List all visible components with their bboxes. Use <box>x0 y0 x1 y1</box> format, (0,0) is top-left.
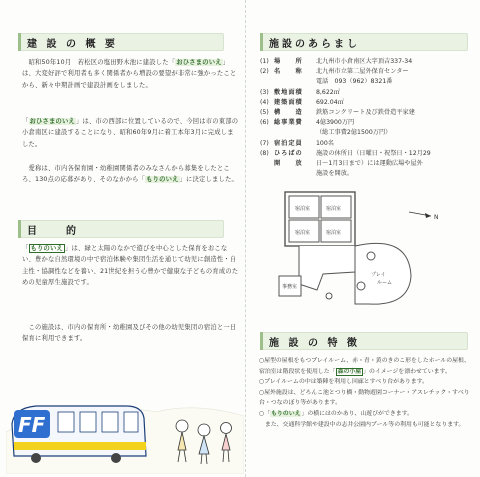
overview-p2-text-b: 」は、市の西部に位置しているので、今回は市の東部の小倉南区に建設することになり、昭和60年9月に着工本年3月に完成しました。 <box>22 118 239 148</box>
plan-label-room-2: 宿泊室 <box>326 206 342 212</box>
purpose-heading <box>18 220 224 238</box>
info-row-label: 構 造 <box>274 109 303 117</box>
north-label: N <box>434 214 439 221</box>
overview-p1-text-b: 」は、大変好評で利用者も多く関係者から増設の要望が非常に強かったことから、新々中期計画で建設計画をしました。 <box>22 59 237 89</box>
info-row <box>260 88 475 98</box>
plan-label-room-1: 宿泊室 <box>295 206 311 212</box>
info-row <box>260 98 475 108</box>
feature-text: ○「 <box>259 410 271 417</box>
feature-text: ○屋型の屋根をもつプレイルーム、赤・青・黄のきのこ形をしたホールの屋根、宿泊室は階段状を使用した「 <box>259 358 470 375</box>
overview-paragraph-2 <box>22 116 240 150</box>
facility-info-table <box>260 57 475 179</box>
info-row <box>260 57 475 67</box>
info-row-value: 100名 <box>316 139 334 147</box>
overview-p1-highlight: おひさまのいえ <box>176 59 222 66</box>
plan-label-room-4: 宿泊室 <box>326 230 342 236</box>
plan-label-office: 事務室 <box>282 284 298 290</box>
info-row-label: 宿泊定員 <box>274 139 303 147</box>
info-row-label: 開 放 <box>274 160 303 168</box>
info-row-value-line: 4億3900万円 <box>316 119 355 127</box>
info-row-value-line: 電話 093（962）8321番 <box>316 78 393 86</box>
feature-text: また、交通科学館や建設中の志井公園内プール等の利用も可能となります。 <box>259 421 465 428</box>
overview-p2-highlight: おひさまのいえ <box>29 118 75 125</box>
purpose-p1-text-b: 」は、緑と太陽のなかで遊びを中心とした保育をおこない、豊かな自然環境の中で宿泊体験や集団生活を通じて幼児に創造性・自主性・協調性などを養い、21世紀を担う心豊かで健康な子どもの育成のための児童厚生施設です。 <box>22 245 239 287</box>
info-row <box>260 118 475 138</box>
features-list <box>259 356 471 430</box>
train-illustration <box>6 392 244 474</box>
info-row-number: (8) <box>260 149 269 157</box>
info-row-value: 施設の休所日（日曜日・祝祭日・12月29 <box>316 149 431 157</box>
overview-paragraph-3 <box>22 163 240 186</box>
feature-item <box>259 388 471 409</box>
info-row-value <box>316 118 475 138</box>
overview-p3-text-b: 」に決定しました。 <box>179 176 239 184</box>
info-row-number: (5) <box>260 109 269 117</box>
info-row <box>260 67 475 87</box>
info-row-number: (4) <box>260 98 269 106</box>
info-row-value-line: 日〜1月3日まで）には運動広場や屋外 <box>316 160 423 168</box>
info-row <box>260 149 475 159</box>
info-row-value <box>316 67 475 87</box>
purpose-p2-text: この施設は、市内の保育所・幼稚園及びその他の幼児集団の宿泊と一日保育に利用できます。 <box>22 324 237 343</box>
purpose-paragraph-1 <box>22 243 240 289</box>
info-row-value: 鉄筋コンクリート及び鉄骨造平家建 <box>316 109 415 117</box>
plan-label-room-3: 宿泊室 <box>295 230 311 236</box>
overview-p3-highlight: もりのいえ <box>146 176 179 184</box>
feature-item <box>259 356 471 377</box>
overview-p3-text-a: 愛称は、市内各保育園・幼稚園関係者のみなさんから募集をしたところ、130点の応募があり、そのなかから「 <box>22 165 230 184</box>
feature-item <box>259 377 471 388</box>
info-row-number: (7) <box>260 139 269 147</box>
info-row-value: 692.04㎡ <box>316 98 344 106</box>
overview-paragraph-1 <box>22 57 240 91</box>
feature-item <box>259 420 471 431</box>
feature-item <box>259 409 471 420</box>
info-row <box>260 108 475 118</box>
outline-heading-text: 施設のあらまし <box>269 38 360 50</box>
features-heading-text: 施 設 の 特 徴 <box>269 337 360 349</box>
train-logo: FF <box>18 413 46 437</box>
purpose-paragraph-2 <box>22 322 240 345</box>
info-row-number: (2) <box>260 68 269 76</box>
north-arrow-icon <box>409 212 439 221</box>
purpose-p1-highlight: もりのいえ <box>30 245 63 252</box>
info-row-number <box>260 159 274 179</box>
features-heading <box>260 332 468 350</box>
overview-p1-text-a: 昭和50年10月 若松区の塩田野木池に建設した「 <box>22 59 176 66</box>
info-row-number: (3) <box>260 88 269 96</box>
plan-label-playroom-2: ルーム <box>377 280 393 286</box>
info-row-label: ひろばの <box>274 149 303 157</box>
info-row-number: (1) <box>260 58 269 65</box>
info-row-number: (6) <box>260 119 269 127</box>
overview-heading <box>18 33 224 51</box>
plan-corridor <box>299 246 355 290</box>
purpose-heading-text: 目 的 <box>27 225 79 237</box>
info-row <box>260 159 475 179</box>
overview-p2-text-a: 「 <box>22 118 29 125</box>
info-row-value-line: （総工事費2億1500万円） <box>316 129 392 137</box>
info-row-value: 8,622㎡ <box>316 88 340 96</box>
info-row-value-line: 北九州市立第二屋外保育センター <box>316 68 409 76</box>
info-row-label: 敷地面積 <box>274 88 303 96</box>
info-row-value <box>316 159 475 179</box>
feature-text-tail: 」の横にはのかあり、山遊びができます。 <box>301 410 413 417</box>
info-row-label: 名 称 <box>274 68 303 76</box>
info-row-label: 総事業費 <box>274 119 303 127</box>
feature-text: ○プレイルームの中は築陣を利用し回廊とすべり台があります。 <box>259 379 428 386</box>
info-row-label: 建築面積 <box>274 98 303 106</box>
plan-label-playroom: プレイ <box>371 272 386 278</box>
info-row-label: 場 所 <box>274 58 303 65</box>
purpose-p1-text-a: 「 <box>22 245 29 252</box>
info-row <box>260 139 475 149</box>
info-row-value: 北九州市小倉南区大字頂吉337-34 <box>316 58 413 65</box>
overview-heading-text: 建 設 の 概 要 <box>27 38 118 50</box>
feature-text: ○屋外施設は、どろんこ池とつり橋・動物遊園コーナー・アスレチック・すべり台・つなのぼり等があります。 <box>259 389 470 407</box>
feature-highlight: 森の小屋 <box>337 368 362 375</box>
feature-text-tail: 」のイメージを漂わせています。 <box>363 368 451 375</box>
info-row-value-line: 施設を開放。 <box>316 170 354 178</box>
floor-plan-diagram <box>259 180 449 320</box>
feature-highlight: もりのいえ <box>271 410 301 417</box>
outline-heading <box>260 33 468 51</box>
